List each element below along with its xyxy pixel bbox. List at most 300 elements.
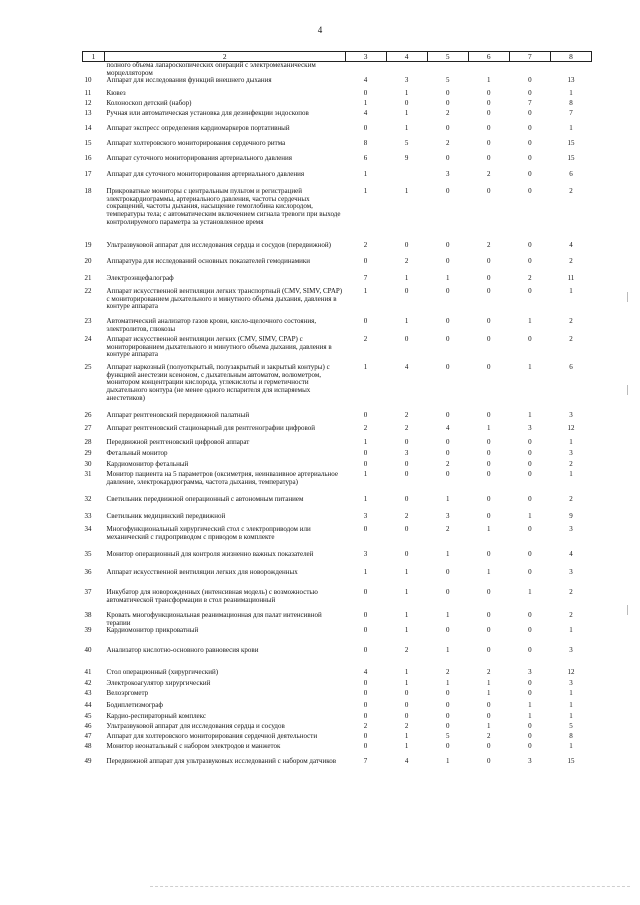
equipment-name: Кардиомонитор фетальный bbox=[106, 460, 189, 469]
table-row bbox=[83, 647, 592, 669]
value-cell: 0 bbox=[528, 139, 532, 148]
row-number: 13 bbox=[84, 109, 92, 118]
value-cell: 2 bbox=[445, 139, 450, 148]
value-cell: 0 bbox=[404, 460, 409, 469]
value-cell: 7 bbox=[363, 274, 368, 283]
value-cell: 0 bbox=[528, 438, 532, 447]
value-cell: 0 bbox=[363, 588, 368, 597]
value-cell: 0 bbox=[487, 460, 491, 469]
value-cell: 3 bbox=[528, 757, 532, 766]
total-cell: 8 bbox=[569, 99, 573, 108]
total-cell: 2 bbox=[569, 317, 573, 326]
value-cell: 0 bbox=[528, 287, 532, 296]
header-cell: 7 bbox=[509, 52, 550, 62]
value-cell: 0 bbox=[528, 257, 532, 266]
value-cell: 2 bbox=[404, 722, 409, 731]
equipment-name: Анализатор кислотно-основного равновесия крови bbox=[106, 646, 259, 655]
total-cell: 2 bbox=[569, 588, 573, 597]
row-number: 11 bbox=[84, 89, 92, 98]
value-cell: 1 bbox=[363, 363, 368, 372]
value-cell: 0 bbox=[487, 495, 491, 504]
total-cell: 1 bbox=[569, 438, 573, 447]
total-cell: 8 bbox=[569, 732, 573, 741]
value-cell: 2 bbox=[363, 722, 368, 731]
row-number: 44 bbox=[84, 701, 92, 710]
header-cell: 3 bbox=[345, 52, 386, 62]
equipment-name: Аппарат рентгеновский стационарный для рентгенографии цифровой bbox=[106, 424, 315, 433]
value-cell: 1 bbox=[363, 287, 368, 296]
value-cell bbox=[345, 62, 386, 78]
value-cell: 5 bbox=[445, 76, 450, 85]
value-cell: 0 bbox=[528, 241, 532, 250]
total-cell: 12 bbox=[567, 424, 575, 433]
total-cell: 13 bbox=[567, 76, 575, 85]
table-row bbox=[83, 62, 592, 78]
value-cell: 0 bbox=[445, 411, 450, 420]
value-cell: 0 bbox=[528, 449, 532, 458]
row-number: 18 bbox=[84, 187, 92, 196]
value-cell: 2 bbox=[445, 109, 450, 118]
value-cell: 0 bbox=[404, 99, 409, 108]
header-cell: 5 bbox=[427, 52, 468, 62]
equipment-table bbox=[82, 51, 592, 779]
total-cell: 3 bbox=[569, 525, 573, 534]
equipment-name: Аппарат для исследования функций внешнего дыхания bbox=[106, 76, 272, 85]
table-row bbox=[83, 336, 592, 364]
value-cell: 0 bbox=[528, 187, 532, 196]
value-cell: 1 bbox=[404, 317, 409, 326]
row-number: 48 bbox=[84, 742, 92, 751]
value-cell: 0 bbox=[487, 438, 491, 447]
total-cell: 15 bbox=[567, 139, 575, 148]
value-cell: 0 bbox=[487, 512, 491, 521]
row-number: 35 bbox=[84, 550, 92, 559]
margin-mark bbox=[627, 292, 628, 302]
value-cell: 0 bbox=[404, 241, 409, 250]
value-cell: 0 bbox=[445, 363, 450, 372]
value-cell: 0 bbox=[487, 274, 491, 283]
total-cell: 15 bbox=[567, 154, 575, 163]
value-cell: 0 bbox=[363, 689, 368, 698]
value-cell bbox=[386, 171, 427, 188]
total-cell: 6 bbox=[569, 363, 573, 372]
equipment-name: Многофункциональный хирургический стол с электроприводом или механический с гидроприводом с приводом в комплекте bbox=[106, 525, 311, 541]
value-cell: 0 bbox=[487, 712, 491, 721]
value-cell: 6 bbox=[363, 154, 368, 163]
value-cell: 2 bbox=[363, 335, 368, 344]
table-row bbox=[83, 125, 592, 140]
value-cell: 0 bbox=[528, 742, 532, 751]
value-cell: 1 bbox=[528, 363, 532, 372]
value-cell: 1 bbox=[363, 187, 368, 196]
value-cell: 2 bbox=[445, 668, 450, 677]
row-number: 17 bbox=[84, 170, 92, 179]
value-cell: 0 bbox=[528, 646, 532, 655]
total-cell: 2 bbox=[569, 495, 573, 504]
value-cell: 0 bbox=[528, 170, 532, 179]
table-row bbox=[83, 569, 592, 589]
value-cell: 0 bbox=[363, 712, 368, 721]
value-cell: 0 bbox=[445, 154, 450, 163]
value-cell: 1 bbox=[404, 732, 409, 741]
value-cell: 4 bbox=[404, 363, 409, 372]
row-number: 10 bbox=[84, 76, 92, 85]
value-cell: 0 bbox=[487, 701, 491, 710]
scan-artifact-line bbox=[150, 886, 630, 889]
total-cell: 1 bbox=[569, 701, 573, 710]
total-cell: 1 bbox=[569, 626, 573, 635]
equipment-name: Ультразвуковой аппарат для исследования сердца и сосудов (передвижной) bbox=[106, 241, 331, 250]
equipment-name: Ручная или автоматическая установка для дезинфекции эндоскопов bbox=[106, 109, 309, 118]
equipment-name: Кювез bbox=[106, 89, 126, 98]
equipment-name: Передвижной рентгеновский цифровой аппарат bbox=[106, 438, 250, 447]
total-cell: 3 bbox=[569, 679, 573, 688]
row-number: 40 bbox=[84, 646, 92, 655]
row-number: 34 bbox=[84, 525, 92, 534]
value-cell: 1 bbox=[404, 89, 409, 98]
header-cell: 4 bbox=[386, 52, 427, 62]
value-cell: 1 bbox=[363, 470, 368, 479]
value-cell: 0 bbox=[445, 187, 450, 196]
value-cell: 0 bbox=[487, 257, 491, 266]
value-cell: 0 bbox=[528, 525, 532, 534]
value-cell: 2 bbox=[404, 424, 409, 433]
table-row bbox=[83, 155, 592, 171]
equipment-name: Светильник передвижной операционный с автономным питанием bbox=[106, 495, 304, 504]
value-cell: 0 bbox=[404, 689, 409, 698]
total-cell: 12 bbox=[567, 668, 575, 677]
row-number: 21 bbox=[84, 274, 92, 283]
value-cell: 0 bbox=[445, 287, 450, 296]
value-cell: 1 bbox=[445, 611, 450, 620]
header-cell: 6 bbox=[468, 52, 509, 62]
value-cell: 0 bbox=[487, 335, 491, 344]
value-cell: 1 bbox=[404, 611, 409, 620]
value-cell: 0 bbox=[528, 89, 532, 98]
value-cell: 0 bbox=[487, 757, 491, 766]
table-row bbox=[83, 364, 592, 412]
value-cell: 0 bbox=[528, 335, 532, 344]
table-row bbox=[83, 140, 592, 155]
value-cell: 2 bbox=[487, 241, 491, 250]
equipment-name: Прикроватные мониторы с центральным пультом и регистрацией электрокардиограммы, артериального давления, частоты сердечных сокращений, частоты дыхания, насыщение гемоглобина кислородом, температуры тела; с автоматическим включением сигнала тревоги при выходе контролируемого параметра за установленное время bbox=[106, 187, 341, 226]
table-row bbox=[83, 612, 592, 627]
total-cell: 9 bbox=[569, 512, 573, 521]
row-number: 42 bbox=[84, 679, 92, 688]
value-cell: 1 bbox=[445, 274, 450, 283]
equipment-name: Монитор операционный для контроля жизненно важных показателей bbox=[106, 550, 314, 559]
value-cell: 0 bbox=[528, 722, 532, 731]
row-number: 22 bbox=[84, 287, 92, 296]
value-cell: 2 bbox=[487, 732, 491, 741]
value-cell: 1 bbox=[487, 679, 491, 688]
row-number: 23 bbox=[84, 317, 92, 326]
table-row bbox=[83, 425, 592, 439]
table-row bbox=[83, 758, 592, 779]
equipment-name: Монитор пациента на 5 параметров (оксиметрия, неинвазивное артериальное давление, электрокардиограмма, частота дыхания, температура) bbox=[106, 470, 338, 486]
equipment-name: Светильник медицинский передвижной bbox=[106, 512, 226, 521]
equipment-name: Аппарат искусственной вентиляции легких для новорожденных bbox=[106, 568, 298, 577]
value-cell: 0 bbox=[363, 124, 368, 133]
total-cell: 4 bbox=[569, 241, 573, 250]
total-cell: 1 bbox=[569, 689, 573, 698]
value-cell: 4 bbox=[363, 109, 368, 118]
total-cell: 3 bbox=[569, 449, 573, 458]
value-cell: 0 bbox=[363, 626, 368, 635]
value-cell: 0 bbox=[445, 99, 450, 108]
value-cell: 1 bbox=[363, 170, 368, 179]
equipment-name: Стол операционный (хирургический) bbox=[106, 668, 219, 677]
value-cell: 8 bbox=[363, 139, 368, 148]
value-cell: 0 bbox=[487, 742, 491, 751]
table-row bbox=[83, 171, 592, 188]
value-cell: 2 bbox=[487, 668, 491, 677]
table-row bbox=[83, 471, 592, 496]
row-number: 14 bbox=[84, 124, 92, 133]
equipment-name: Аппаратура для исследований основных показателей гемодинамики bbox=[106, 257, 311, 266]
total-cell: 11 bbox=[567, 274, 575, 283]
value-cell: 0 bbox=[528, 679, 532, 688]
equipment-name: Аппарат искусственной вентиляции легких (CMV, SIMV, CPAP) с мониторированием дыхательного и минутного объема дыхания, давления в контуре аппарата bbox=[106, 335, 332, 359]
value-cell: 0 bbox=[445, 568, 450, 577]
total-cell bbox=[550, 62, 591, 78]
row-number: 26 bbox=[84, 411, 92, 420]
total-cell: 1 bbox=[569, 742, 573, 751]
value-cell: 0 bbox=[445, 712, 450, 721]
table-row bbox=[83, 551, 592, 569]
value-cell: 3 bbox=[404, 449, 409, 458]
value-cell: 3 bbox=[445, 170, 450, 179]
value-cell: 9 bbox=[404, 154, 409, 163]
equipment-name: Кардиомонитор прикроватный bbox=[106, 626, 199, 635]
table-row bbox=[83, 77, 592, 90]
value-cell: 1 bbox=[445, 679, 450, 688]
total-cell: 5 bbox=[569, 722, 573, 731]
value-cell: 0 bbox=[404, 287, 409, 296]
row-number: 38 bbox=[84, 611, 92, 620]
value-cell: 1 bbox=[445, 646, 450, 655]
value-cell: 3 bbox=[445, 512, 450, 521]
value-cell: 3 bbox=[404, 76, 409, 85]
row-number: 27 bbox=[84, 424, 92, 433]
value-cell: 5 bbox=[445, 732, 450, 741]
equipment-name: Кардио-респираторный комплекс bbox=[106, 712, 207, 721]
row-number: 45 bbox=[84, 712, 92, 721]
value-cell: 1 bbox=[528, 512, 532, 521]
margin-mark bbox=[627, 605, 628, 615]
value-cell: 0 bbox=[487, 187, 491, 196]
table-body bbox=[83, 62, 592, 780]
value-cell: 3 bbox=[363, 512, 368, 521]
total-cell: 2 bbox=[569, 335, 573, 344]
value-cell: 0 bbox=[363, 411, 368, 420]
value-cell: 1 bbox=[445, 550, 450, 559]
equipment-name: полного объема лапароскопических операций с электромеханическим морцеллятором bbox=[106, 61, 316, 77]
value-cell bbox=[468, 62, 509, 78]
value-cell: 1 bbox=[363, 438, 368, 447]
value-cell: 0 bbox=[445, 701, 450, 710]
value-cell: 0 bbox=[487, 588, 491, 597]
table-row bbox=[83, 526, 592, 551]
value-cell: 1 bbox=[404, 742, 409, 751]
value-cell: 0 bbox=[487, 646, 491, 655]
value-cell: 4 bbox=[363, 76, 368, 85]
value-cell: 1 bbox=[528, 411, 532, 420]
equipment-name: Аппарат наркозный (полуоткрытый, полузакрытый и закрытый контуры) с функцией анестезии ксеноном, с дыхательным автоматом, волюметром, монитором концентрации кислорода, углекислоты и герметичности дыхательного контура (не менее одного испарителя для испаряемых анестетиков) bbox=[106, 363, 330, 402]
header-cell: 1 bbox=[83, 52, 105, 62]
value-cell: 0 bbox=[445, 317, 450, 326]
equipment-name: Аппарат для холтеровского мониторирования сердечной деятельности bbox=[106, 732, 318, 741]
value-cell: 2 bbox=[404, 512, 409, 521]
value-cell: 1 bbox=[528, 701, 532, 710]
value-cell: 1 bbox=[528, 317, 532, 326]
value-cell: 0 bbox=[528, 689, 532, 698]
value-cell: 0 bbox=[445, 470, 450, 479]
value-cell: 0 bbox=[487, 550, 491, 559]
value-cell: 0 bbox=[487, 124, 491, 133]
value-cell: 1 bbox=[487, 424, 491, 433]
table-row bbox=[83, 318, 592, 336]
value-cell: 0 bbox=[487, 470, 491, 479]
row-number: 41 bbox=[84, 668, 92, 677]
equipment-name: Кровать многофункциональная реанимационная для палат интенсивной терапии bbox=[106, 611, 322, 627]
total-cell: 1 bbox=[569, 287, 573, 296]
table-row bbox=[83, 680, 592, 690]
value-cell: 0 bbox=[528, 568, 532, 577]
value-cell: 1 bbox=[404, 668, 409, 677]
value-cell: 0 bbox=[445, 588, 450, 597]
value-cell: 1 bbox=[363, 568, 368, 577]
value-cell: 7 bbox=[363, 757, 368, 766]
total-cell: 6 bbox=[569, 170, 573, 179]
value-cell: 1 bbox=[404, 626, 409, 635]
table-row bbox=[83, 496, 592, 513]
value-cell: 0 bbox=[445, 449, 450, 458]
value-cell: 1 bbox=[487, 525, 491, 534]
row-number: 49 bbox=[84, 757, 92, 766]
value-cell: 2 bbox=[404, 257, 409, 266]
value-cell: 1 bbox=[404, 124, 409, 133]
value-cell: 0 bbox=[363, 701, 368, 710]
value-cell: 4 bbox=[363, 668, 368, 677]
page-number: 4 bbox=[317, 25, 323, 35]
row-number: 20 bbox=[84, 257, 92, 266]
value-cell: 0 bbox=[363, 449, 368, 458]
table-row bbox=[83, 188, 592, 242]
equipment-name: Электроэнцефалограф bbox=[106, 274, 174, 283]
value-cell: 0 bbox=[404, 712, 409, 721]
value-cell: 0 bbox=[487, 154, 491, 163]
value-cell: 1 bbox=[404, 109, 409, 118]
value-cell: 0 bbox=[445, 689, 450, 698]
row-number: 47 bbox=[84, 732, 92, 741]
table-row bbox=[83, 110, 592, 125]
value-cell: 3 bbox=[363, 550, 368, 559]
value-cell: 0 bbox=[363, 460, 368, 469]
value-cell: 0 bbox=[487, 611, 491, 620]
table-row bbox=[83, 258, 592, 275]
value-cell: 0 bbox=[487, 99, 491, 108]
equipment-name: Аппарат для суточного мониторирования артериального давления bbox=[106, 170, 305, 179]
value-cell: 1 bbox=[404, 679, 409, 688]
total-cell: 15 bbox=[567, 757, 575, 766]
value-cell: 0 bbox=[528, 460, 532, 469]
value-cell: 0 bbox=[487, 626, 491, 635]
row-number: 29 bbox=[84, 449, 92, 458]
equipment-name: Аппарат суточного мониторирования артериального давления bbox=[106, 154, 293, 163]
table-row bbox=[83, 288, 592, 318]
total-cell: 1 bbox=[569, 470, 573, 479]
total-cell: 1 bbox=[569, 712, 573, 721]
equipment-name: Аппарат экспресс определения кардиомаркеров портативный bbox=[106, 124, 290, 133]
value-cell: 0 bbox=[528, 470, 532, 479]
value-cell: 0 bbox=[445, 722, 450, 731]
row-number bbox=[83, 62, 105, 78]
table-row bbox=[83, 743, 592, 758]
value-cell bbox=[509, 62, 550, 78]
value-cell: 7 bbox=[528, 99, 532, 108]
row-number: 30 bbox=[84, 460, 92, 469]
equipment-name: Монитор неонатальный с набором электродов и манжеток bbox=[106, 742, 281, 751]
value-cell: 0 bbox=[487, 411, 491, 420]
row-number: 19 bbox=[84, 241, 92, 250]
total-cell: 7 bbox=[569, 109, 573, 118]
row-number: 37 bbox=[84, 588, 92, 597]
equipment-name: Инкубатор для новорожденных (интенсивная модель) с возможностью автоматической трансформации в стол реанимационный bbox=[106, 588, 318, 604]
value-cell: 1 bbox=[445, 757, 450, 766]
value-cell: 1 bbox=[528, 588, 532, 597]
row-number: 24 bbox=[84, 335, 92, 344]
row-number: 28 bbox=[84, 438, 92, 447]
equipment-name: Колоноскоп детский (набор) bbox=[106, 99, 192, 108]
total-cell: 3 bbox=[569, 568, 573, 577]
total-cell: 4 bbox=[569, 550, 573, 559]
total-cell: 2 bbox=[569, 611, 573, 620]
value-cell bbox=[386, 62, 427, 78]
value-cell: 1 bbox=[404, 568, 409, 577]
row-number: 32 bbox=[84, 495, 92, 504]
value-cell: 2 bbox=[404, 411, 409, 420]
value-cell: 2 bbox=[404, 646, 409, 655]
value-cell: 1 bbox=[528, 712, 532, 721]
equipment-name: Аппарат холтеровского мониторирования сердечного ритма bbox=[106, 139, 286, 148]
value-cell: 4 bbox=[445, 424, 450, 433]
equipment-name: Передвижной аппарат для ультразвуковых исследований с набором датчиков bbox=[106, 757, 337, 766]
equipment-name: Ультразвуковой аппарат для исследования сердца и сосудов bbox=[106, 722, 285, 731]
value-cell: 2 bbox=[363, 241, 368, 250]
header-cell: 2 bbox=[105, 52, 345, 62]
value-cell: 0 bbox=[404, 470, 409, 479]
equipment-name: Фетальный монитор bbox=[106, 449, 168, 458]
value-cell: 0 bbox=[528, 495, 532, 504]
value-cell: 3 bbox=[528, 668, 532, 677]
value-cell: 1 bbox=[404, 274, 409, 283]
value-cell: 0 bbox=[445, 257, 450, 266]
value-cell: 0 bbox=[528, 611, 532, 620]
value-cell: 2 bbox=[363, 424, 368, 433]
row-number: 43 bbox=[84, 689, 92, 698]
equipment-name: Аппарат рентгеновский передвижной палатный bbox=[106, 411, 250, 420]
row-number: 25 bbox=[84, 363, 92, 372]
value-cell: 1 bbox=[487, 722, 491, 731]
row-number: 31 bbox=[84, 470, 92, 479]
value-cell: 0 bbox=[363, 525, 368, 534]
row-number: 16 bbox=[84, 154, 92, 163]
value-cell: 0 bbox=[363, 611, 368, 620]
value-cell: 0 bbox=[445, 438, 450, 447]
value-cell: 0 bbox=[404, 335, 409, 344]
value-cell: 0 bbox=[363, 646, 368, 655]
